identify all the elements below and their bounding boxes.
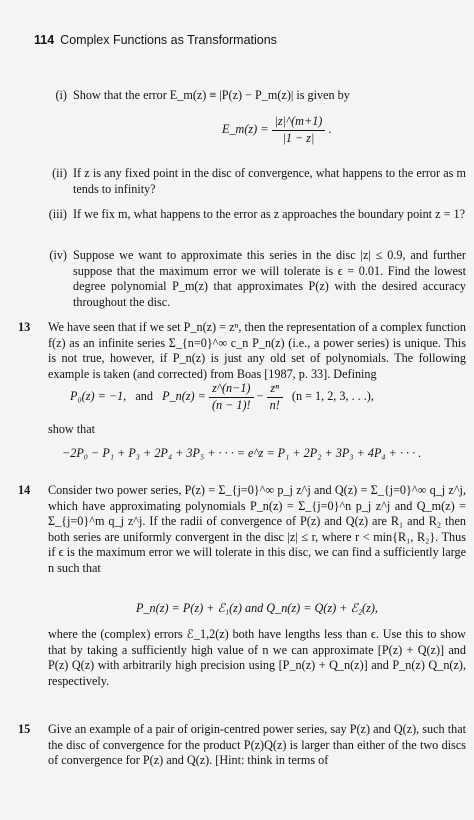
part-label: (i): [55, 88, 67, 102]
exercise-number: 14: [18, 483, 31, 497]
exercise-12-part-iv: [48, 248, 466, 310]
p0-definition: P₀(z) = −1,: [70, 388, 127, 403]
part-text: Show that the error E_m(z) ≡ |P(z) − P_m(z)| is given by: [73, 88, 350, 102]
exercise-12-part-i: [48, 88, 466, 104]
part-text: If we fix m, what happens to the error as z approaches the boundary point z = 1?: [73, 207, 465, 221]
part-label: (iii): [48, 207, 67, 221]
fraction-numerator: z^(n−1): [209, 381, 254, 398]
exercise-15-text: Give an example of a pair of origin-centred power series, say P(z) and Q(z), such that the disc of convergence for the product P(z)Q(z) is larger than either of the two discs of convergence for P(z) and Q(z). [Hint: think in terms of: [48, 722, 466, 768]
error-formula: [222, 114, 331, 146]
fraction-numerator: zⁿ: [267, 381, 283, 398]
minus-sign: −: [256, 388, 264, 403]
index-range: (n = 1, 2, 3, . . .),: [291, 388, 374, 403]
and-word: and: [135, 388, 153, 403]
fraction-denominator: n!: [269, 397, 280, 412]
exercise-number: 13: [18, 320, 31, 334]
running-title: Complex Functions as Transformations: [60, 33, 277, 47]
part-text: If z is any fixed point in the disc of convergence, what happens to the error as m tends to infinity?: [73, 166, 466, 196]
part-label: (ii): [52, 166, 67, 180]
page-number: 114: [34, 33, 55, 47]
exercise-number: 15: [18, 722, 31, 736]
polynomial-definition: [70, 381, 374, 413]
exercise-14-paragraph-2: where the (complex) errors ℰ_1,2(z) both have lengths less than ϵ. Use this to show that by taking a sufficiently high value of n we can approximate [P(z) + Q(z)] and P(z) Q(z) with arbitrarily high precision using [P_n(z) + Q_n(z)] and P_n(z) Q_n(z), respectively.: [48, 627, 466, 688]
fraction-denominator: |1 − z|: [282, 130, 315, 145]
page-header: [34, 33, 277, 47]
error-display: P_n(z) = P(z) + ℰ₁(z) and Q_n(z) = Q(z) + ℰ₂(z),: [136, 601, 378, 615]
show-that-text: show that: [48, 422, 96, 436]
part-label: (iv): [49, 248, 67, 262]
series-identity: −2P₀ − P₁ + P₃ + 2P₄ + 3P₅ + · · · = e^z = P₁ + 2P₂ + 3P₃ + 4P₄ + · · · .: [62, 446, 422, 460]
exercise-13-intro: We have seen that if we set P_n(z) = zⁿ, then the representation of a complex function f(z) as an infinite series Σ_{n=0}^∞ c_n P_n(z) (i.e., a power series) is unique. This is not true, however, if P_n(z) is just any old set of polynomials. The following example is taken (and corrected) from Boas [1987, p. 33]. Defining: [48, 320, 466, 381]
pn-lhs: P_n(z) =: [162, 388, 206, 403]
first-fraction: [209, 381, 254, 413]
exercise-12-part-iii: [48, 207, 466, 223]
exercise-12-part-ii: [48, 166, 466, 197]
part-text: Suppose we want to approximate this series in the disc |z| ≤ 0.9, and further suppose that the maximum error we will tolerate is ϵ = 0.01. Find the lowest degree polynomial P_m(z) that approximates P(z) with the desired accuracy throughout the disc.: [73, 248, 466, 309]
fraction-numerator: |z|^(m+1): [272, 114, 326, 131]
fraction-denominator: (n − 1)!: [211, 397, 251, 412]
formula-fraction: [272, 114, 326, 146]
formula-period: .: [328, 121, 332, 136]
second-fraction: [267, 381, 283, 413]
formula-lhs: E_m(z) =: [222, 121, 269, 136]
exercise-14-paragraph-1: Consider two power series, P(z) = Σ_{j=0}^∞ p_j z^j and Q(z) = Σ_{j=0}^∞ q_j z^j, which have approximating polynomials P_n(z) = Σ_{j=0}^n p_j z^j and Q_m(z) = Σ_{j=0}^m q_j z^j. If the radii of convergence of P(z) and Q(z) are R₁ and R₂ then both series are uniformly convergent in the disc |z| ≤ r, where r < min{R₁, R₂}. Thus if ϵ is the maximum error we will tolerate in this disc, we can find a sufficiently large n such that: [48, 483, 466, 575]
